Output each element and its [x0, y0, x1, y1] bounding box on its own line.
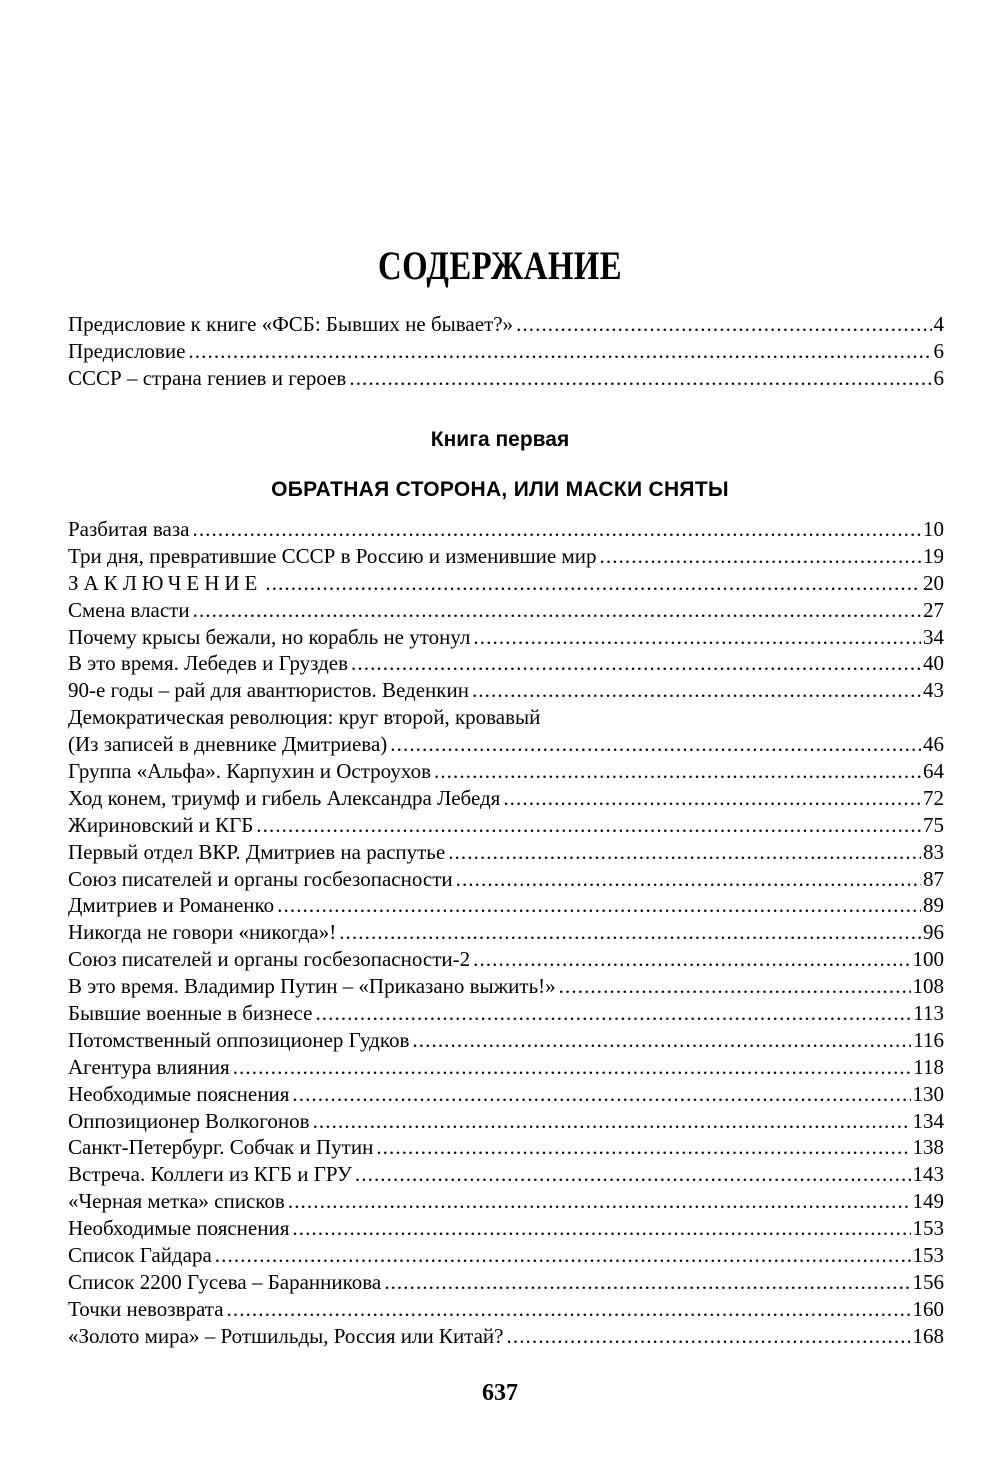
dot-leader — [516, 311, 931, 338]
toc-entry-title: Санкт-Петербург. Собчак и Путин — [68, 1135, 374, 1160]
dot-leader — [412, 1027, 911, 1054]
toc-entry-page: 83 — [923, 839, 944, 864]
toc-entry-title: В это время. Владимир Путин – «Приказано выжить!» — [68, 974, 556, 999]
toc-entry-page: 64 — [923, 759, 944, 784]
toc-entry — [68, 919, 944, 946]
toc-entry — [68, 516, 944, 543]
dot-leader — [351, 650, 921, 677]
toc-entry-title: Почему крысы бежали, но корабль не утонул — [68, 624, 471, 649]
toc-entry-page: 160 — [912, 1296, 944, 1321]
toc-entry-title: Разбитая ваза — [68, 517, 190, 541]
toc-entry-page: 27 — [923, 597, 944, 622]
book-toc — [68, 516, 944, 1350]
toc-entry-title: 90-е годы – рай для авантюристов. Веденкин — [68, 678, 469, 703]
dot-leader — [473, 946, 910, 973]
toc-entry-page: 87 — [923, 866, 944, 891]
dot-leader — [355, 1161, 911, 1188]
toc-entry — [68, 731, 944, 758]
toc-entry-title: Потомственный оппозиционер Гудков — [68, 1027, 410, 1052]
dot-leader — [339, 919, 921, 946]
toc-entry-title: Список 2200 Гусева – Баранникова — [68, 1269, 382, 1294]
toc-entry-title: Группа «Альфа». Карпухин и Остроухов — [68, 759, 431, 784]
toc-entry-page: 72 — [923, 785, 944, 810]
dot-leader — [473, 624, 921, 651]
toc-entry-page: 134 — [912, 1108, 944, 1133]
toc-entry — [68, 1027, 944, 1054]
dot-leader — [265, 570, 921, 597]
toc-entry-title: Первый отдел ВКР. Дмитриев на распутье — [68, 839, 446, 864]
toc-entry-title: Союз писателей и органы госбезопасности — [68, 866, 453, 891]
toc-entry-page: 149 — [912, 1189, 944, 1214]
dot-leader — [600, 543, 921, 570]
toc-entry — [68, 1161, 944, 1188]
toc-entry — [68, 973, 944, 1000]
dot-leader — [559, 973, 911, 1000]
toc-entry-page: 116 — [913, 1027, 944, 1052]
toc-entry-title: Союз писателей и органы госбезопасности-2 — [68, 947, 471, 972]
toc-entry-title: Дмитриев и Романенко — [68, 893, 275, 918]
dot-leader — [349, 365, 931, 392]
toc-entry — [68, 946, 944, 973]
toc-entry-page: 168 — [912, 1323, 944, 1348]
dot-leader — [277, 892, 921, 919]
toc-entry-page: 6 — [933, 338, 944, 363]
page-number: 637 — [482, 1380, 518, 1406]
toc-entry-page: 40 — [923, 651, 944, 676]
toc-entry-page: 75 — [923, 812, 944, 837]
book-label: Книга первая — [430, 428, 570, 451]
toc-entry-page: 153 — [912, 1216, 944, 1241]
toc-entry — [68, 1242, 944, 1269]
toc-entry-title: Список Гайдара — [68, 1243, 212, 1268]
toc-entry — [68, 812, 944, 839]
toc-entry — [68, 866, 944, 893]
dot-leader — [315, 1000, 911, 1027]
toc-entry — [68, 1134, 944, 1161]
dot-leader — [376, 1134, 910, 1161]
toc-entry — [68, 311, 944, 338]
toc-entry-title: ЗАКЛЮЧЕНИЕ — [68, 570, 263, 595]
toc-entry-title: Никогда не говори «никогда»! — [68, 920, 337, 945]
toc-entry-page: 19 — [923, 543, 944, 568]
toc-entry — [68, 1054, 944, 1081]
toc-entry — [68, 1269, 944, 1296]
toc-entry-page: 34 — [923, 624, 944, 649]
toc-entry-page: 20 — [923, 570, 944, 595]
toc-entry-title: Бывшие военные в бизнесе — [68, 1001, 313, 1026]
toc-entry-title: Предисловие — [68, 338, 186, 363]
toc-entry-title: Смена власти — [68, 597, 190, 622]
dot-leader — [507, 1323, 911, 1350]
dot-leader — [292, 1081, 910, 1108]
toc-entry — [68, 1081, 944, 1108]
toc-entry-title: Жириновский и КГБ — [68, 812, 254, 837]
toc-entry-page: 138 — [912, 1135, 944, 1160]
dot-leader — [472, 677, 921, 704]
toc-entry — [68, 597, 944, 624]
toc-entry-page: 108 — [912, 974, 944, 999]
toc-entry-page: 130 — [912, 1081, 944, 1106]
toc-entry-title: Необходимые пояснения — [68, 1081, 290, 1106]
toc-entry-title: Точки невозврата — [68, 1296, 224, 1321]
toc-entry-title: Оппозиционер Волкогонов — [68, 1108, 310, 1133]
dot-leader — [192, 516, 921, 543]
toc-entry — [68, 650, 944, 677]
toc-entry — [68, 1188, 944, 1215]
dot-leader — [215, 1242, 911, 1269]
toc-entry-title: «Черная метка» списков — [68, 1189, 285, 1214]
dot-leader — [384, 1269, 910, 1296]
dot-leader — [227, 1296, 911, 1323]
toc-entry-title: (Из записей в дневнике Дмитриева) — [68, 732, 388, 757]
toc-entry-title: СССР – страна гениев и героев — [68, 365, 347, 390]
toc-entry — [68, 365, 944, 392]
book-title: ОБРАТНАЯ СТОРОНА, ИЛИ МАСКИ СНЯТЫ — [271, 478, 729, 501]
toc-entry-title: Три дня, превратившие СССР в Россию и изменившие мир — [68, 543, 597, 568]
toc-entry-page: 153 — [912, 1243, 944, 1268]
toc-entry-title: Ход конем, триумф и гибель Александра Лебедя — [68, 785, 501, 810]
toc-entry-page: 113 — [913, 1001, 944, 1026]
toc-entry-title: Встреча. Коллеги из КГБ и ГРУ — [68, 1162, 352, 1187]
toc-entry — [68, 677, 944, 704]
toc-entry — [68, 1296, 944, 1323]
toc-entry — [68, 1215, 944, 1242]
toc-entry-title: Необходимые пояснения — [68, 1216, 290, 1241]
toc-entry-page: 96 — [923, 920, 944, 945]
toc-entry-page: 46 — [923, 732, 944, 757]
toc-entry-first-line: Демократическая революция: круг второй, кровавый — [68, 705, 541, 730]
page-title: СОДЕРЖАНИЕ — [377, 243, 623, 288]
dot-leader — [292, 1215, 910, 1242]
toc-entry-page: 118 — [913, 1054, 944, 1079]
dot-leader — [188, 338, 931, 365]
toc-entry — [68, 1000, 944, 1027]
toc-entry-page: 100 — [912, 947, 944, 972]
toc-entry-title: В это время. Лебедев и Груздев — [68, 651, 349, 676]
toc-entry — [68, 785, 944, 812]
toc-entry — [68, 758, 944, 785]
toc-entry — [68, 1108, 944, 1135]
toc-entry — [68, 839, 944, 866]
dot-leader — [313, 1108, 911, 1135]
toc-entry-page: 89 — [923, 893, 944, 918]
dot-leader — [448, 839, 921, 866]
toc-entry — [68, 892, 944, 919]
toc-entry-title: Агентура влияния — [68, 1054, 230, 1079]
dot-leader — [233, 1054, 912, 1081]
toc-entry — [68, 570, 944, 597]
toc-entry-page: 10 — [923, 517, 944, 541]
toc-entry-page: 156 — [912, 1269, 944, 1294]
toc-entry-page: 43 — [923, 678, 944, 703]
dot-leader — [434, 758, 921, 785]
toc-entry — [68, 624, 944, 651]
intro-toc — [68, 311, 944, 392]
toc-entry — [68, 543, 944, 570]
toc-entry-page: 6 — [933, 365, 944, 390]
dot-leader — [390, 731, 921, 758]
toc-entry-title: Предисловие к книге «ФСБ: Бывших не бывает?» — [68, 312, 514, 336]
dot-leader — [503, 785, 921, 812]
dot-leader — [456, 866, 921, 893]
dot-leader — [193, 597, 921, 624]
dot-leader — [256, 812, 921, 839]
toc-entry — [68, 338, 944, 365]
toc-entry-page: 4 — [933, 312, 944, 336]
toc-entry — [68, 1323, 944, 1350]
toc-entry-title: «Золото мира» – Ротшильды, Россия или Китай? — [68, 1323, 504, 1348]
toc-entry-page: 143 — [912, 1162, 944, 1187]
dot-leader — [288, 1188, 911, 1215]
